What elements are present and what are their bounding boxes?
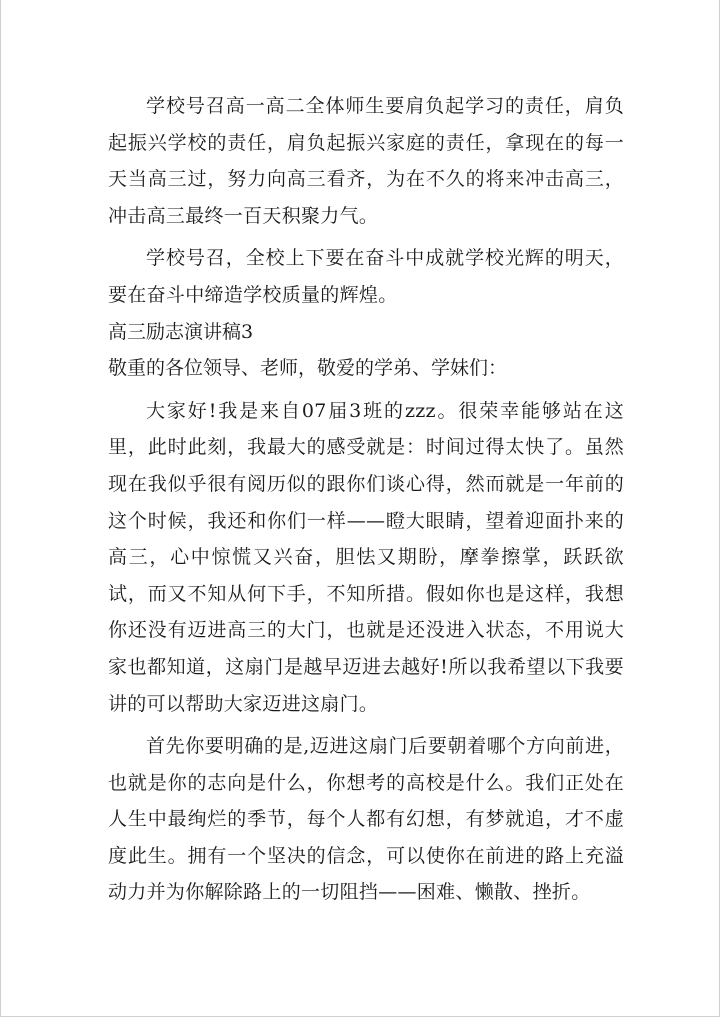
paragraph-greeting: 大家好!我是来自07届3班的zzz。很荣幸能够站在这里，此时此刻，我最大的感受就是：时间过得太快了。虽然现在我似乎很有阅历似的跟你们谈心得，然而就是一年前的这个时候，我还和你们一样——瞪大眼睛，望着迎面扑来的高三，心中惊慌又兴奋，胆怯又期盼，摩拳擦掌，跃跃欲试，而又不知从何下手，不知所措。假如你也是这样，我想你还没有迈进高三的大门，也就是还没进入状态，不用说大家也都知道，这扇门是越早迈进去越好!所以我希望以下我要讲的可以帮助大家迈进这扇门。	[108, 399, 624, 715]
paragraph-goal: 首先你要明确的是,迈进这扇门后要朝着哪个方向前进，也就是你的志向是什么，你想考的高校是什么。我们正处在人生中最绚烂的季节，每个人都有幻想，有梦就追，才不虚度此生。拥有一个坚决的信念，可以使你在前进的路上充溢动力并为你解除路上的一切阻挡——困难、懒散、挫折。	[108, 735, 624, 904]
paragraph-call-to-grade-1-2: 学校号召高一高二全体师生要肩负起学习的责任，肩负起振兴学校的责任，肩负起振兴家庭的责任，拿现在的每一天当高三过，努力向高三看齐，为在不久的将来冲击高三，冲击高三最终一百天积聚力气。	[108, 95, 624, 227]
paragraph-school-call: 学校号召，全校上下要在奋斗中成就学校光辉的明天，要在奋斗中缔造学校质量的辉煌。	[108, 247, 624, 306]
speech-heading: 高三励志演讲稿3	[108, 320, 254, 343]
speech-salutation: 敬重的各位领导、老师，敬爱的学弟、学妹们：	[108, 357, 508, 380]
document-body	[108, 88, 624, 911]
